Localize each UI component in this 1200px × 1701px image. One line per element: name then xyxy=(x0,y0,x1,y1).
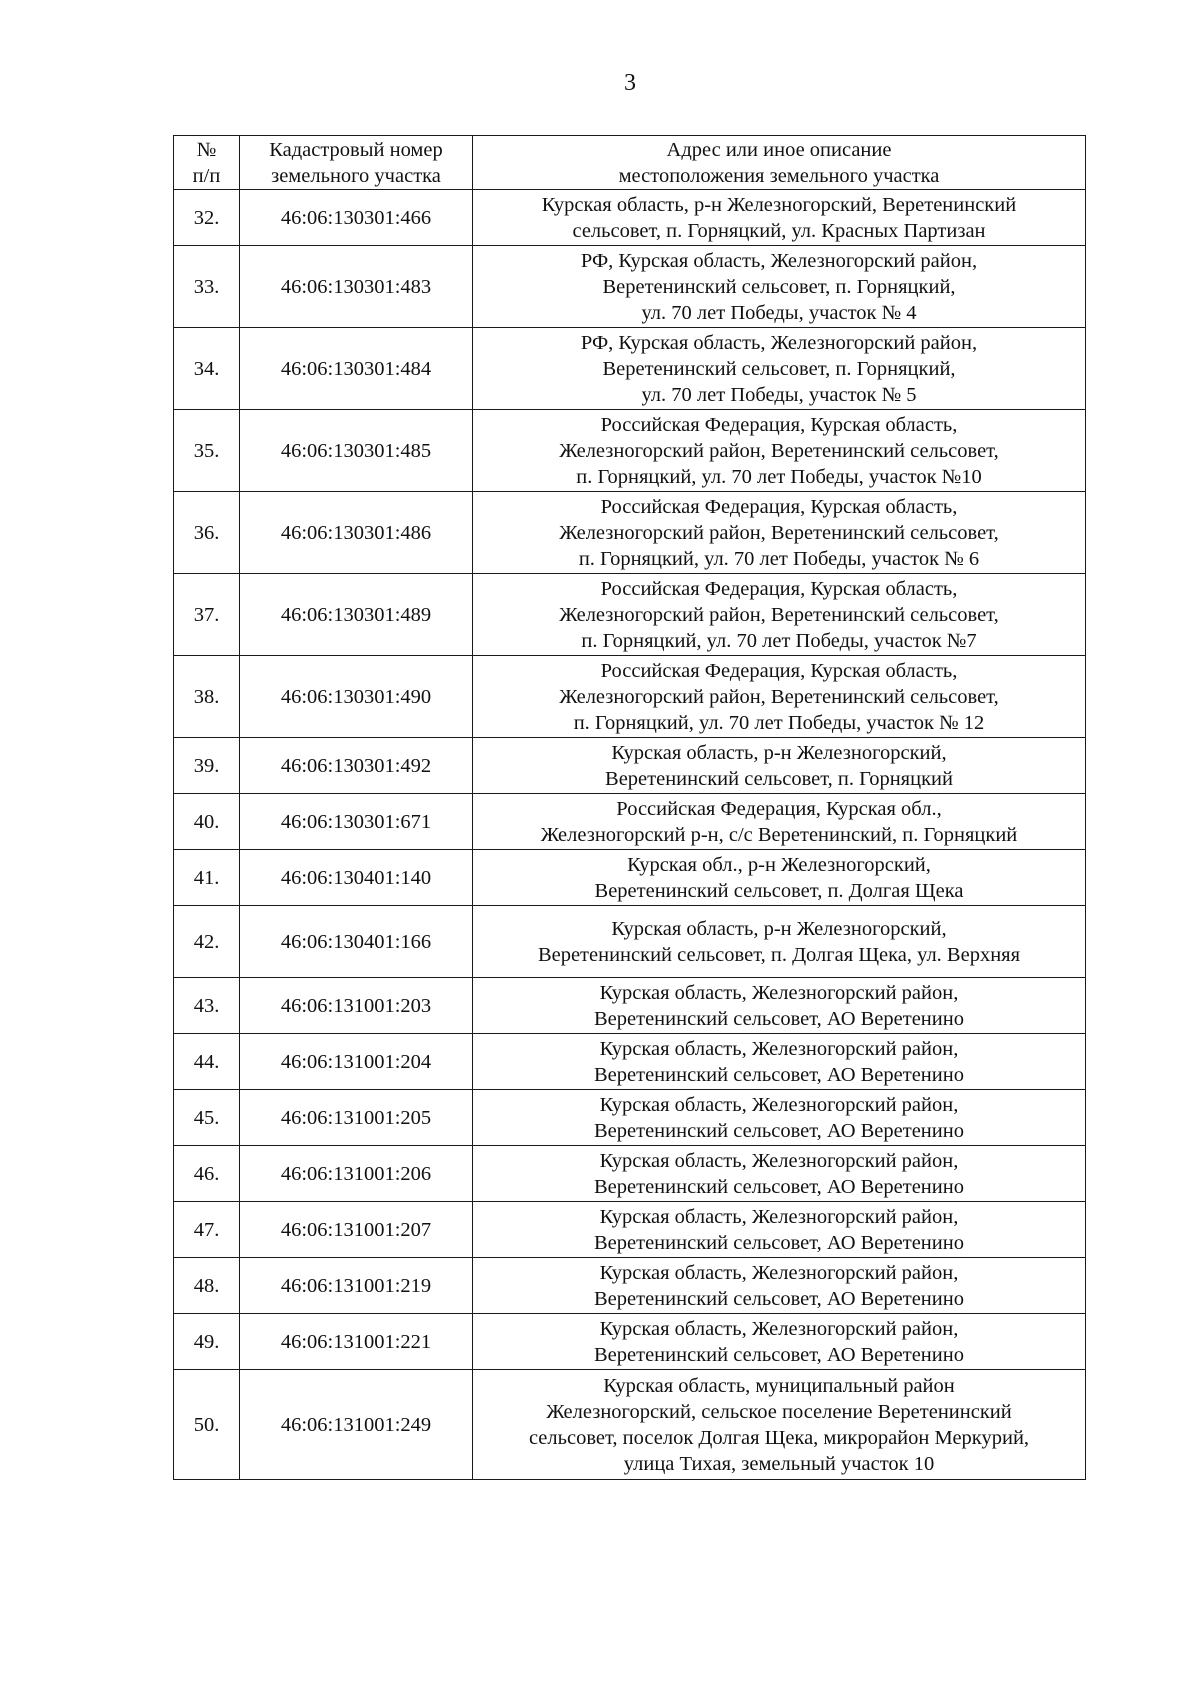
cadastral-number: 46:06:130301:466 xyxy=(240,190,473,246)
address-description xyxy=(473,1090,1086,1146)
address-line: Российская Федерация, Курская область, xyxy=(600,496,958,518)
address-line: Курская область, Железногорский район, xyxy=(599,1150,959,1172)
table-row xyxy=(174,1034,1086,1090)
address-description xyxy=(473,1258,1086,1314)
table-row xyxy=(174,738,1086,794)
cadastral-number: 46:06:131001:203 xyxy=(240,978,473,1034)
cadastral-number: 46:06:131001:219 xyxy=(240,1258,473,1314)
row-number: 50. xyxy=(174,1370,240,1480)
cadastral-number: 46:06:131001:207 xyxy=(240,1202,473,1258)
address-line: Железногорский р-н, с/с Веретенинский, п. Горняцкий xyxy=(540,824,1018,846)
address-description xyxy=(473,574,1086,656)
address-line: Железногорский район, Веретенинский сельсовет, xyxy=(559,686,999,708)
cadastral-number: 46:06:130301:485 xyxy=(240,410,473,492)
address-line: Веретенинский сельсовет, АО Веретенино xyxy=(594,1008,964,1030)
cadastral-number: 46:06:130301:671 xyxy=(240,794,473,850)
address-line: Веретенинский сельсовет, АО Веретенино xyxy=(594,1120,964,1142)
header-number xyxy=(174,136,240,190)
header-number-line: № xyxy=(196,139,217,161)
table-row xyxy=(174,1314,1086,1370)
cadastral-number: 46:06:131001:204 xyxy=(240,1034,473,1090)
address-line: Веретенинский сельсовет, п. Долгая Щека, ул. Верхняя xyxy=(537,944,1021,966)
row-number: 40. xyxy=(174,794,240,850)
table-row xyxy=(174,656,1086,738)
cadastral-number: 46:06:130301:492 xyxy=(240,738,473,794)
table-row xyxy=(174,1370,1086,1480)
address-line: Веретенинский сельсовет, п. Горняцкий, xyxy=(602,358,956,380)
cadastral-number: 46:06:130301:483 xyxy=(240,246,473,328)
address-line: Курская область, муниципальный район xyxy=(603,1375,955,1397)
header-number-line: п/п xyxy=(192,165,221,187)
table-row xyxy=(174,1090,1086,1146)
header-cadastral-line: земельного участка xyxy=(271,165,441,187)
address-description xyxy=(473,794,1086,850)
row-number: 32. xyxy=(174,190,240,246)
address-line: Курская обл., р-н Железногорский, xyxy=(627,854,931,876)
address-line: п. Горняцкий, ул. 70 лет Победы, участок №7 xyxy=(581,630,977,652)
address-line: Курская область, Железногорский район, xyxy=(599,1206,959,1228)
table-row xyxy=(174,1258,1086,1314)
row-number: 44. xyxy=(174,1034,240,1090)
address-line: Курская область, Железногорский район, xyxy=(599,1038,959,1060)
table-header-row xyxy=(174,136,1086,190)
table-row xyxy=(174,1202,1086,1258)
address-line: Железногорский район, Веретенинский сельсовет, xyxy=(559,604,999,626)
address-description xyxy=(473,656,1086,738)
row-number: 45. xyxy=(174,1090,240,1146)
address-line: Железногорский район, Веретенинский сельсовет, xyxy=(559,440,999,462)
cadastral-number: 46:06:130301:490 xyxy=(240,656,473,738)
table-row xyxy=(174,574,1086,656)
table-row xyxy=(174,978,1086,1034)
row-number: 38. xyxy=(174,656,240,738)
row-number: 42. xyxy=(174,906,240,978)
address-line: Курская область, Железногорский район, xyxy=(599,1318,959,1340)
address-line: Железногорский, сельское поселение Веретенинский xyxy=(546,1401,1012,1423)
cadastral-number: 46:06:130401:166 xyxy=(240,906,473,978)
address-description xyxy=(473,1314,1086,1370)
table-row xyxy=(174,328,1086,410)
address-line: улица Тихая, земельный участок 10 xyxy=(623,1453,935,1475)
address-line: п. Горняцкий, ул. 70 лет Победы, участок №10 xyxy=(576,466,982,488)
address-line: Курская область, р-н Железногорский, Веретенинский xyxy=(541,194,1017,216)
cadastral-number: 46:06:130301:486 xyxy=(240,492,473,574)
table-row xyxy=(174,1146,1086,1202)
row-number: 39. xyxy=(174,738,240,794)
address-description xyxy=(473,906,1086,978)
header-cadastral-line: Кадастровый номер xyxy=(269,139,443,161)
row-number: 43. xyxy=(174,978,240,1034)
address-line: РФ, Курская область, Железногорский район, xyxy=(580,250,978,272)
row-number: 41. xyxy=(174,850,240,906)
address-description xyxy=(473,1202,1086,1258)
address-line: Веретенинский сельсовет, АО Веретенино xyxy=(594,1176,964,1198)
address-line: сельсовет, поселок Долгая Щека, микрорайон Меркурий, xyxy=(528,1427,1030,1449)
header-address-line: местоположения земельного участка xyxy=(618,165,940,187)
address-line: Веретенинский сельсовет, п. Горняцкий xyxy=(605,768,953,790)
table-row xyxy=(174,190,1086,246)
row-number: 33. xyxy=(174,246,240,328)
address-line: Российская Федерация, Курская область, xyxy=(600,414,958,436)
address-description xyxy=(473,1034,1086,1090)
row-number: 37. xyxy=(174,574,240,656)
address-line: Российская Федерация, Курская обл., xyxy=(616,798,942,820)
address-description xyxy=(473,1146,1086,1202)
address-line: Веретенинский сельсовет, АО Веретенино xyxy=(594,1232,964,1254)
row-number: 48. xyxy=(174,1258,240,1314)
address-line: ул. 70 лет Победы, участок № 4 xyxy=(641,302,917,324)
address-line: п. Горняцкий, ул. 70 лет Победы, участок № 6 xyxy=(578,548,980,570)
cadastral-number: 46:06:131001:221 xyxy=(240,1314,473,1370)
address-description xyxy=(473,850,1086,906)
address-description xyxy=(473,246,1086,328)
address-line: Курская область, Железногорский район, xyxy=(599,1094,959,1116)
address-line: Курская область, Железногорский район, xyxy=(599,1262,959,1284)
cadastral-number: 46:06:130301:484 xyxy=(240,328,473,410)
address-line: РФ, Курская область, Железногорский район, xyxy=(580,332,978,354)
header-cadastral-number xyxy=(240,136,473,190)
address-line: Железногорский район, Веретенинский сельсовет, xyxy=(559,522,999,544)
address-line: Российская Федерация, Курская область, xyxy=(600,578,958,600)
address-description xyxy=(473,738,1086,794)
address-description xyxy=(473,492,1086,574)
address-description xyxy=(473,978,1086,1034)
row-number: 47. xyxy=(174,1202,240,1258)
address-line: Веретенинский сельсовет, АО Веретенино xyxy=(594,1064,964,1086)
cadastral-number: 46:06:131001:249 xyxy=(240,1370,473,1480)
header-address-line: Адрес или иное описание xyxy=(666,139,892,161)
row-number: 46. xyxy=(174,1146,240,1202)
address-line: Курская область, Железногорский район, xyxy=(599,982,959,1004)
cadastral-number: 46:06:130301:489 xyxy=(240,574,473,656)
address-line: ул. 70 лет Победы, участок № 5 xyxy=(641,384,917,406)
address-line: Веретенинский сельсовет, п. Горняцкий, xyxy=(602,276,956,298)
table-row xyxy=(174,906,1086,978)
table-body xyxy=(174,190,1086,1480)
address-line: Веретенинский сельсовет, АО Веретенино xyxy=(594,1344,964,1366)
header-address xyxy=(473,136,1086,190)
row-number: 35. xyxy=(174,410,240,492)
address-line: сельсовет, п. Горняцкий, ул. Красных Партизан xyxy=(572,220,986,242)
cadastral-number: 46:06:130401:140 xyxy=(240,850,473,906)
table-row xyxy=(174,850,1086,906)
address-description xyxy=(473,190,1086,246)
address-line: Веретенинский сельсовет, п. Долгая Щека xyxy=(594,880,964,902)
land-parcels-table xyxy=(173,135,1086,1480)
table-row xyxy=(174,794,1086,850)
table-row xyxy=(174,410,1086,492)
cadastral-number: 46:06:131001:206 xyxy=(240,1146,473,1202)
address-description xyxy=(473,328,1086,410)
address-line: п. Горняцкий, ул. 70 лет Победы, участок № 12 xyxy=(573,712,985,734)
table-row xyxy=(174,246,1086,328)
address-description xyxy=(473,410,1086,492)
address-description xyxy=(473,1370,1086,1480)
row-number: 49. xyxy=(174,1314,240,1370)
row-number: 34. xyxy=(174,328,240,410)
address-line: Российская Федерация, Курская область, xyxy=(600,660,958,682)
table-row xyxy=(174,492,1086,574)
address-line: Веретенинский сельсовет, АО Веретенино xyxy=(594,1288,964,1310)
address-line: Курская область, р-н Железногорский, xyxy=(611,918,947,940)
page-number: 3 xyxy=(624,70,636,96)
row-number: 36. xyxy=(174,492,240,574)
cadastral-number: 46:06:131001:205 xyxy=(240,1090,473,1146)
address-line: Курская область, р-н Железногорский, xyxy=(611,742,947,764)
